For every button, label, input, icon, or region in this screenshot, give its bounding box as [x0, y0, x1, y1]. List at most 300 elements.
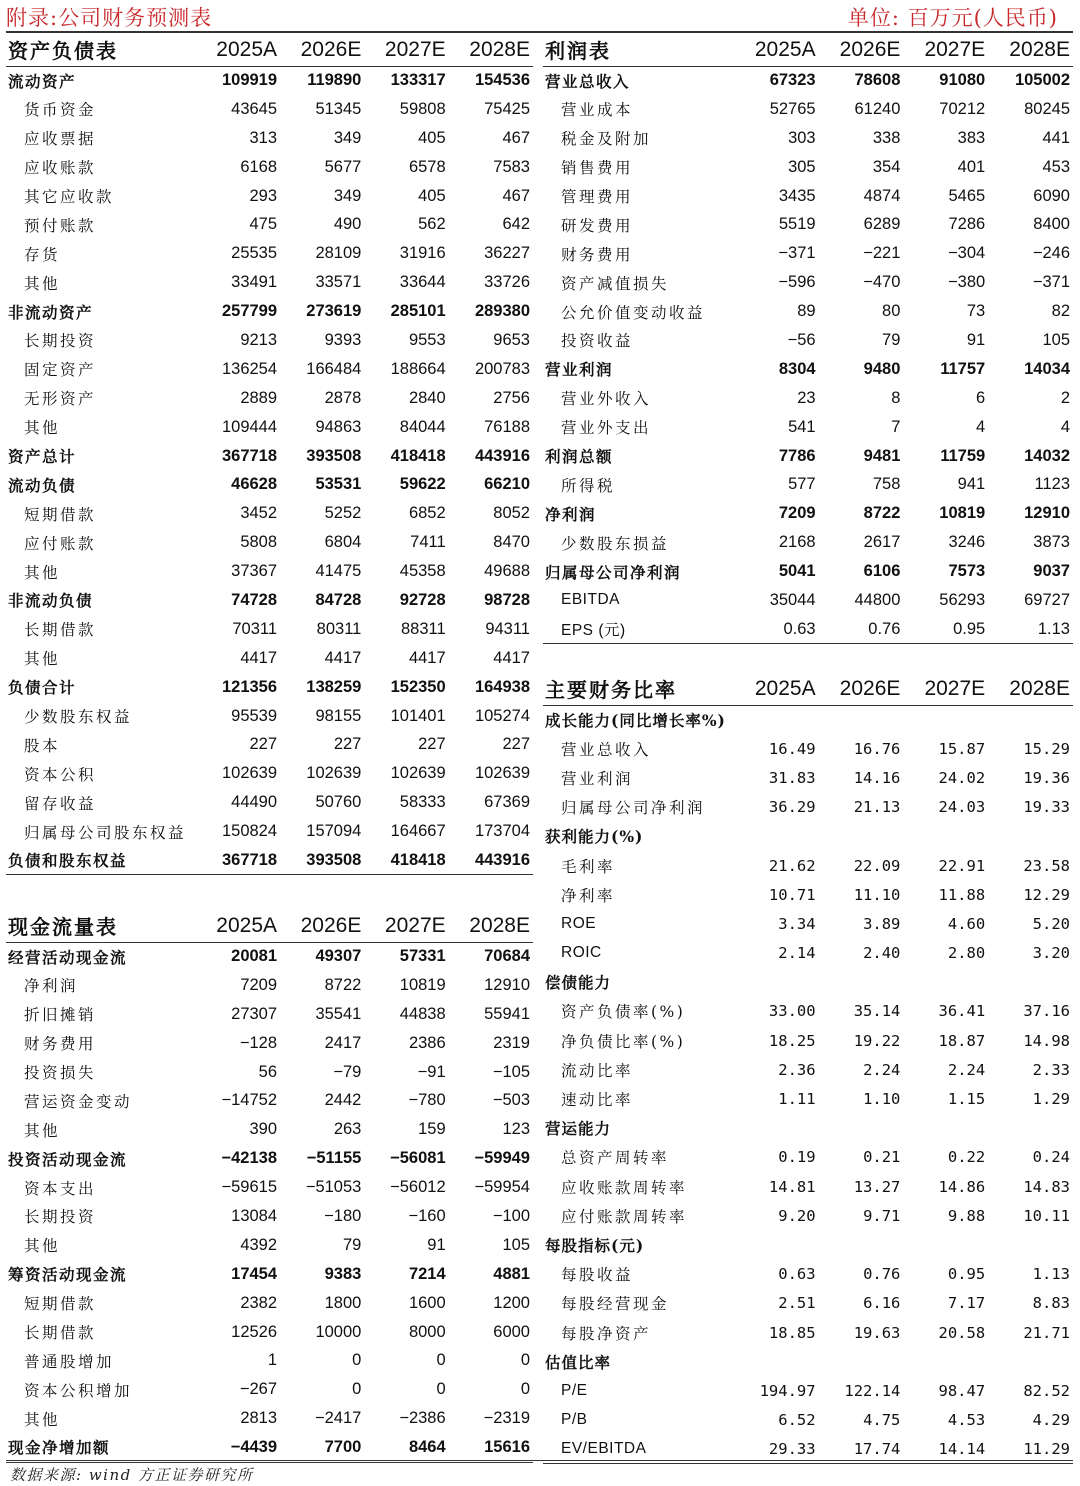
cell-value: 227: [418, 735, 446, 754]
cell-value: −105: [492, 1062, 530, 1081]
table-row: [543, 851, 1073, 880]
cell-value: 105002: [1014, 71, 1070, 90]
table-row: [543, 1143, 1073, 1172]
cell-value: −51155: [306, 1149, 362, 1168]
header-row: [6, 34, 533, 66]
cell-value: 84044: [399, 417, 446, 436]
row-label: 资产总计: [8, 447, 77, 467]
cell-value: 12910: [484, 975, 530, 994]
row-label: 财务费用: [561, 245, 634, 264]
cell-value: 0.22: [947, 1148, 986, 1167]
cell-value: 2.14: [778, 944, 816, 963]
cell-value: 35044: [769, 590, 816, 609]
table-row: [6, 971, 533, 1000]
cell-value: 227: [502, 735, 530, 754]
cell-value: 11759: [940, 446, 986, 465]
row-label: ROE: [561, 914, 597, 932]
cell-value: [903, 968, 988, 997]
row-label: 营业总收入: [561, 740, 652, 759]
cell-value: −371: [1032, 273, 1070, 292]
cell-value: [988, 705, 1073, 734]
cell-value: 8464: [364, 1433, 448, 1462]
cell-value: 17.74: [819, 1435, 904, 1464]
cell-value: 105: [1042, 330, 1070, 349]
cell-value: 200783: [474, 359, 530, 378]
cell-value: 405: [418, 128, 446, 147]
table-row: [543, 1406, 1073, 1435]
cell-value: 2.24: [947, 1060, 986, 1079]
cell-value: 11.29: [988, 1435, 1073, 1464]
cell-value: 9.88: [947, 1206, 986, 1225]
cell-value: −14752: [221, 1091, 278, 1110]
cell-value: 98155: [315, 706, 362, 725]
cell-value: 577: [788, 475, 816, 494]
cell-value: 0.21: [863, 1148, 901, 1167]
table-row: [6, 124, 533, 153]
cell-value: 4874: [863, 186, 901, 205]
cell-value: 4417: [240, 648, 278, 667]
cell-value: −59949: [474, 1149, 530, 1168]
table-row: [543, 1347, 1073, 1376]
cell-value: 758: [872, 475, 901, 494]
cell-value: 105: [502, 1235, 530, 1254]
cell-value: 338: [872, 128, 901, 147]
cell-value: 10819: [399, 975, 446, 994]
row-label: 无形资产: [24, 390, 97, 409]
section-title: 现金流量表: [6, 910, 196, 942]
cell-value: 15616: [449, 1433, 533, 1462]
cell-value: −596: [778, 273, 816, 292]
cell-value: 0.19: [778, 1148, 816, 1167]
cell-value: −221: [863, 244, 901, 263]
cell-value: [734, 705, 819, 734]
row-label: 营运资金变动: [24, 1092, 133, 1111]
row-label: 获利能力(%): [545, 827, 644, 847]
cell-value: 289380: [474, 302, 530, 321]
row-label: 营业利润: [561, 769, 634, 788]
cell-value: 33.00: [768, 1002, 816, 1021]
cell-value: 3246: [948, 533, 986, 552]
cell-value: 7411: [410, 533, 446, 552]
table-row: [6, 1318, 533, 1347]
cell-value: 173704: [474, 822, 530, 841]
cell-value: 8722: [863, 504, 901, 523]
cell-value: 5465: [948, 186, 986, 205]
cell-value: 1600: [408, 1293, 446, 1312]
cell-value: 443916: [449, 846, 533, 875]
cell-value: 401: [957, 157, 986, 176]
row-label: 资产减值损失: [561, 274, 670, 293]
cell-value: 1200: [493, 1293, 530, 1312]
cell-value: 2442: [324, 1091, 362, 1110]
row-label: 资产负债率(%): [561, 1003, 686, 1022]
cell-value: 98.47: [938, 1381, 986, 1400]
row-label: 少数股东损益: [561, 534, 670, 553]
cell-value: 44838: [399, 1004, 446, 1023]
row-label: 成长能力(同比增长率%): [545, 710, 726, 730]
cell-value: [988, 1347, 1073, 1376]
cell-value: 0.95: [947, 1265, 986, 1284]
table-row: [6, 759, 533, 788]
row-label: EV/EBITDA: [543, 1435, 734, 1464]
cell-value: 79: [342, 1235, 362, 1254]
row-label: 资本支出: [24, 1179, 97, 1198]
cell-value: 150824: [221, 822, 278, 841]
section-title: 资产负债表: [6, 34, 196, 66]
cell-value: 20.58: [938, 1323, 986, 1342]
table-row: [6, 1029, 533, 1058]
row-label: P/B: [561, 1411, 588, 1429]
cell-value: 23: [797, 388, 816, 407]
row-label: ROIC: [561, 944, 602, 962]
cell-value: 1.13: [988, 615, 1073, 644]
cell-value: 23.58: [1023, 856, 1070, 875]
row-label: 毛利率: [561, 857, 616, 876]
cell-value: 6000: [493, 1322, 530, 1341]
table-row: [6, 182, 533, 211]
cell-value: 367718: [221, 446, 278, 465]
row-label: 非流动资产: [8, 302, 94, 322]
balance-sheet-table: [6, 34, 533, 875]
cell-value: 7700: [280, 1433, 364, 1462]
table-row: [6, 153, 533, 182]
cell-value: 227: [249, 735, 278, 754]
table-row: [543, 939, 1073, 968]
cell-value: 383: [957, 128, 986, 147]
cell-value: 2.24: [863, 1060, 901, 1079]
row-label: 存货: [24, 245, 61, 264]
cell-value: −56: [787, 330, 816, 349]
cell-value: 9481: [863, 446, 901, 465]
table-row: [543, 1289, 1073, 1318]
cell-value: 22.91: [938, 856, 986, 875]
row-label: 研发费用: [561, 216, 634, 235]
cell-value: 4.29: [1032, 1411, 1070, 1430]
cell-value: 0: [520, 1351, 530, 1370]
table-row: [543, 470, 1073, 499]
cell-value: 1.29: [1032, 1090, 1070, 1109]
table-row: [543, 239, 1073, 268]
cell-value: 164667: [390, 822, 446, 841]
cell-value: 4.60: [947, 914, 986, 933]
cell-value: 94311: [485, 619, 530, 638]
row-label: 销售费用: [561, 159, 634, 178]
cell-value: 14.16: [853, 768, 901, 787]
data-source-note: 数据来源: wind 方正证券研究所: [10, 1466, 254, 1484]
cell-value: 6289: [863, 215, 901, 234]
cell-value: 61240: [854, 99, 901, 118]
row-label: 净利润: [24, 977, 79, 996]
cell-value: 55941: [484, 1004, 530, 1023]
table-row: [6, 1260, 533, 1289]
cell-value: 6852: [408, 504, 446, 523]
row-label: 其它应收款: [24, 188, 115, 206]
cell-value: 21.13: [853, 798, 901, 817]
cell-value: 166484: [306, 359, 362, 378]
year-header: 2027E: [903, 673, 988, 705]
cell-value: −246: [1032, 244, 1070, 263]
row-label: 负债合计: [8, 678, 77, 698]
table-row: [6, 615, 533, 644]
cell-value: −128: [239, 1033, 278, 1052]
cell-value: 49307: [315, 947, 362, 966]
cell-value: 102639: [390, 764, 446, 783]
cell-value: −160: [408, 1206, 446, 1225]
row-label: 流动资产: [8, 71, 77, 91]
cell-value: 80: [882, 302, 901, 321]
cell-value: 7214: [408, 1264, 446, 1283]
cell-value: −59615: [221, 1178, 278, 1197]
cell-value: 5252: [324, 504, 362, 523]
table-row: [6, 586, 533, 615]
table-row: [543, 182, 1073, 211]
cell-value: 24.02: [938, 768, 986, 787]
cell-value: 405: [418, 186, 446, 205]
table-row: [543, 1230, 1073, 1259]
cell-value: 393508: [280, 846, 364, 875]
cell-value: 8052: [493, 504, 530, 523]
table-row: [6, 1173, 533, 1202]
cell-value: 9213: [240, 330, 278, 349]
cell-value: 8400: [1033, 215, 1070, 234]
table-row: [543, 1318, 1073, 1347]
row-label: 筹资活动现金流: [8, 1265, 128, 1285]
cell-value: 7.17: [947, 1294, 986, 1313]
cell-value: −59954: [474, 1178, 530, 1197]
cell-value: 79: [882, 330, 901, 349]
table-row: [6, 557, 533, 586]
row-label: 非流动负债: [8, 591, 94, 611]
row-label: 长期借款: [24, 1324, 97, 1343]
year-header: 2025A: [196, 34, 280, 66]
cell-value: 0.76: [819, 615, 904, 644]
table-row: [543, 413, 1073, 442]
table-row: [543, 1114, 1073, 1143]
cell-value: 1800: [324, 1293, 362, 1312]
table-row: [543, 297, 1073, 326]
table-row: [6, 1115, 533, 1144]
cell-value: 14.81: [768, 1177, 816, 1196]
cell-value: 349: [333, 186, 362, 205]
cell-value: 19.22: [853, 1031, 901, 1050]
cell-value: 10819: [939, 504, 986, 523]
cell-value: −470: [863, 273, 901, 292]
balance-sheet-grid: [6, 34, 533, 875]
cell-value: 25535: [231, 244, 278, 263]
cell-value: 0.63: [734, 615, 819, 644]
cell-value: 84728: [315, 590, 362, 609]
cell-value: 56293: [939, 590, 986, 609]
cell-value: 8722: [324, 975, 362, 994]
row-label: 利润总额: [545, 447, 614, 467]
cell-value: 74728: [231, 590, 278, 609]
row-label: 经营活动现金流: [8, 947, 128, 967]
cell-value: 22.09: [853, 856, 901, 875]
cell-value: 1.15: [947, 1090, 986, 1109]
cell-value: [903, 1347, 988, 1376]
table-row: [543, 124, 1073, 153]
cell-value: 4417: [493, 648, 530, 667]
cell-value: −780: [408, 1091, 446, 1110]
cell-value: 2: [1060, 388, 1070, 407]
cell-value: 3452: [240, 504, 278, 523]
row-label: 净利润: [545, 504, 597, 524]
cell-value: 3.34: [778, 914, 816, 933]
cell-value: 94863: [315, 417, 362, 436]
table-row: [6, 499, 533, 528]
table-row: [6, 210, 533, 239]
table-row: [543, 384, 1073, 413]
cell-value: 2813: [240, 1409, 278, 1428]
cell-value: 2.36: [778, 1060, 816, 1079]
cell-value: 69727: [1024, 590, 1070, 609]
cell-value: 7: [891, 417, 901, 436]
table-row: [6, 1000, 533, 1029]
cell-value: 9383: [324, 1264, 362, 1283]
table-row: [6, 1144, 533, 1173]
cell-value: 1.11: [778, 1090, 816, 1109]
header-row: [6, 910, 533, 942]
cell-value: 82: [1051, 302, 1070, 321]
cell-value: 16.49: [768, 739, 816, 758]
cell-value: 136254: [221, 359, 278, 378]
cell-value: 4417: [324, 648, 362, 667]
row-label: 留存收益: [24, 794, 97, 813]
cell-value: 1.10: [863, 1090, 901, 1109]
table-row: [543, 822, 1073, 851]
row-label: 营业成本: [561, 101, 634, 120]
cell-value: 14.83: [1023, 1177, 1070, 1196]
cell-value: 49688: [484, 562, 530, 581]
row-label: 归属母公司净利润: [545, 562, 682, 582]
cell-value: 15.87: [938, 739, 986, 758]
cell-value: 393508: [306, 446, 362, 465]
cell-value: 305: [788, 157, 816, 176]
row-label: EBITDA: [561, 591, 620, 609]
cell-value: 2.33: [1032, 1060, 1070, 1079]
cell-value: 263: [333, 1120, 362, 1139]
year-header: 2026E: [819, 673, 904, 705]
row-label: 营业外支出: [561, 419, 652, 438]
row-label: 净负债比率(%): [561, 1032, 686, 1051]
row-label: 投资活动现金流: [8, 1149, 128, 1169]
cell-value: 2319: [493, 1033, 530, 1052]
cell-value: 257799: [221, 302, 278, 321]
cell-value: 59622: [399, 475, 446, 494]
cell-value: 12526: [231, 1322, 278, 1341]
row-label: 税金及附加: [561, 130, 652, 149]
cell-value: 18.25: [768, 1031, 816, 1050]
cell-value: 2878: [324, 388, 362, 407]
table-row: [6, 846, 533, 875]
cell-value: 7573: [948, 562, 986, 581]
year-header: 2026E: [819, 34, 904, 66]
cell-value: 10000: [315, 1322, 362, 1341]
cash-flow-grid: [6, 910, 533, 1463]
cell-value: [819, 968, 904, 997]
cell-value: 7209: [240, 975, 278, 994]
cell-value: 154536: [474, 71, 530, 90]
cell-value: 70311: [232, 619, 278, 638]
row-label: EPS (元): [543, 615, 734, 644]
table-row: [543, 997, 1073, 1026]
table-row: [6, 355, 533, 384]
cell-value: 2417: [324, 1033, 362, 1052]
table-row: [6, 1058, 533, 1087]
cell-value: 0.63: [778, 1265, 816, 1284]
cell-value: 941: [957, 475, 986, 494]
cell-value: [734, 1114, 819, 1143]
cell-value: 35.14: [853, 1002, 901, 1021]
cell-value: 0: [352, 1380, 362, 1399]
row-label: 应收账款: [24, 159, 97, 178]
cell-value: 188664: [390, 359, 446, 378]
row-label: 营业外收入: [561, 390, 652, 409]
row-label: 每股收益: [561, 1266, 634, 1285]
cell-value: 0: [352, 1351, 362, 1370]
cell-value: 102639: [306, 764, 362, 783]
table-row: [543, 705, 1073, 734]
cell-value: [734, 1230, 819, 1259]
cell-value: 31.83: [768, 768, 816, 787]
cell-value: 5041: [778, 562, 816, 581]
row-label: 应收票据: [24, 130, 97, 149]
cell-value: 7786: [778, 446, 816, 465]
cell-value: 119890: [307, 71, 362, 90]
cell-value: 4881: [493, 1264, 530, 1283]
cell-value: 9480: [863, 359, 901, 378]
cell-value: −51053: [305, 1178, 362, 1197]
table-row: [543, 734, 1073, 763]
row-label: 归属母公司股东权益: [24, 823, 187, 842]
cell-value: 102639: [474, 764, 530, 783]
cell-value: 7583: [493, 157, 530, 176]
cell-value: −91: [417, 1062, 446, 1081]
table-row: [543, 793, 1073, 822]
table-row: [543, 499, 1073, 528]
cell-value: 73: [966, 302, 986, 321]
row-label: 现金净增加额: [6, 1433, 196, 1462]
table-row: [6, 1202, 533, 1231]
cell-value: 43645: [231, 99, 278, 118]
cell-value: 9037: [1033, 562, 1070, 581]
cell-value: 28109: [315, 244, 362, 263]
cell-value: 51345: [315, 99, 362, 118]
table-row: [6, 942, 533, 971]
row-label: 长期借款: [24, 621, 97, 640]
row-label: 预付账款: [24, 216, 97, 235]
cell-value: 6578: [408, 157, 446, 176]
cell-value: 2.40: [863, 944, 901, 963]
cell-value: 46628: [231, 475, 278, 494]
row-label: 营运能力: [545, 1119, 612, 1139]
cell-value: [903, 1114, 988, 1143]
cell-value: 109444: [221, 417, 278, 436]
cell-value: 67369: [484, 793, 530, 812]
cell-value: 59808: [399, 99, 446, 118]
cell-value: 562: [418, 215, 446, 234]
cell-value: 2.80: [947, 944, 986, 963]
cell-value: [903, 1230, 988, 1259]
table-row: [6, 326, 533, 355]
row-label: 估值比率: [545, 1352, 612, 1372]
cell-value: [819, 1230, 904, 1259]
table-row: [543, 66, 1073, 95]
cell-value: 303: [788, 128, 816, 147]
income-statement-grid: [543, 34, 1073, 644]
cell-value: 3.20: [1032, 944, 1070, 963]
section-title: 主要财务比率: [543, 673, 734, 705]
